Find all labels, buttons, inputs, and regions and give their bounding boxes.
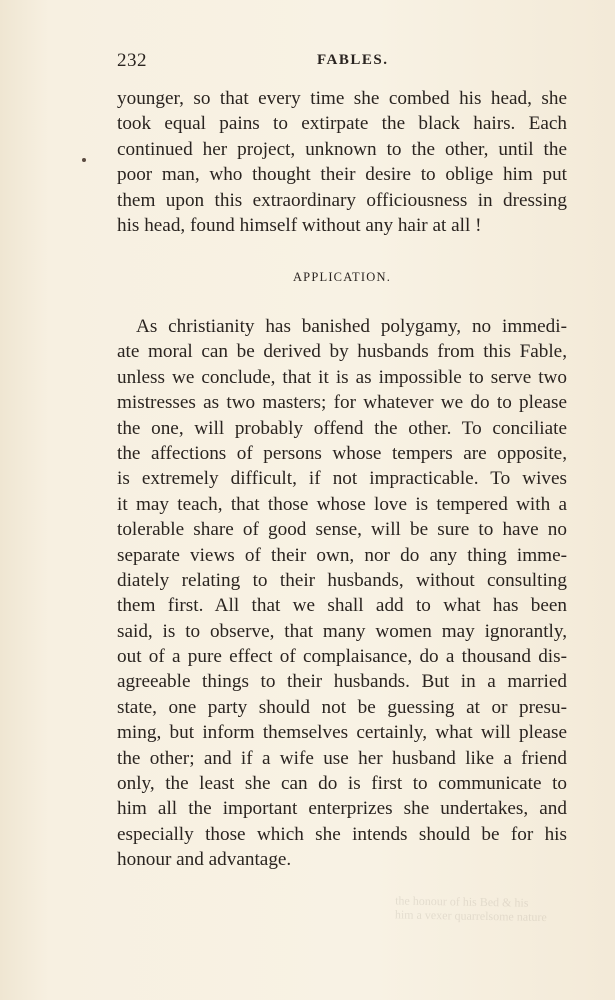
text-line: state, one party should not be guessing at or presu- (117, 696, 567, 718)
text-line: the affections of persons whose tempers are opposite, (117, 442, 567, 464)
text-line: younger, so that every time she combed his head, she (117, 88, 567, 109)
text-line: is extremely difficult, if not impracticable. To wives (117, 468, 567, 490)
text-line: ate moral can be derived by husbands from this Fable, (117, 341, 567, 363)
text-line: unless we conclude, that it is as impossible to serve two (117, 366, 567, 388)
text-line: As christianity has banished polygamy, no immedi- (136, 316, 567, 337)
text-line: honour and advantage. (117, 849, 292, 871)
text-line: said, is to observe, that many women may ignorantly, (117, 620, 567, 642)
text-line: mistresses as two masters; for whatever we do to please (117, 392, 567, 414)
fable-paragraph (117, 86, 567, 238)
text-line: him all the important enterprizes she undertakes, and (117, 798, 567, 820)
text-line: especially those which she intends should be for his (117, 823, 567, 845)
page-number: 232 (117, 50, 147, 71)
text-line: only, the least she can do is first to communicate to (117, 773, 567, 795)
text-line: agreeable things to their husbands. But in a married (117, 671, 567, 693)
text-line: out of a pure effect of complaisance, do a thousand dis- (117, 646, 567, 668)
text-line: them first. All that we shall add to what has been (117, 595, 567, 617)
bleed-through-text: the honour of his Bed & his him a vexer quarrelsome nature (394, 893, 547, 925)
text-line: continued her project, unknown to the other, until the (117, 138, 567, 160)
text-line: took equal pains to extirpate the black hairs. Each (117, 113, 567, 135)
text-line: poor man, who thought their desire to oblige him put (117, 164, 567, 186)
running-head: FABLES. (317, 52, 389, 68)
text-line: tolerable share of good sense, will be sure to have no (117, 519, 567, 541)
page-header (117, 50, 567, 76)
text-line: diately relating to their husbands, without consulting (117, 569, 567, 591)
section-heading: APPLICATION. (292, 270, 392, 284)
text-line: it may teach, that those whose love is tempered with a (117, 493, 567, 515)
text-line: his head, found himself without any hair at all ! (117, 214, 482, 236)
application-paragraph (117, 314, 567, 873)
text-line: the other; and if a wife use her husband like a friend (117, 747, 567, 769)
text-line: ming, but inform themselves certainly, what will please (117, 722, 567, 744)
text-line: the one, will probably offend the other. To conciliate (117, 417, 567, 439)
ink-speck (82, 158, 86, 162)
text-line: separate views of their own, nor do any thing imme- (117, 544, 567, 566)
text-line: them upon this extraordinary officiousness in dressing (117, 189, 567, 211)
